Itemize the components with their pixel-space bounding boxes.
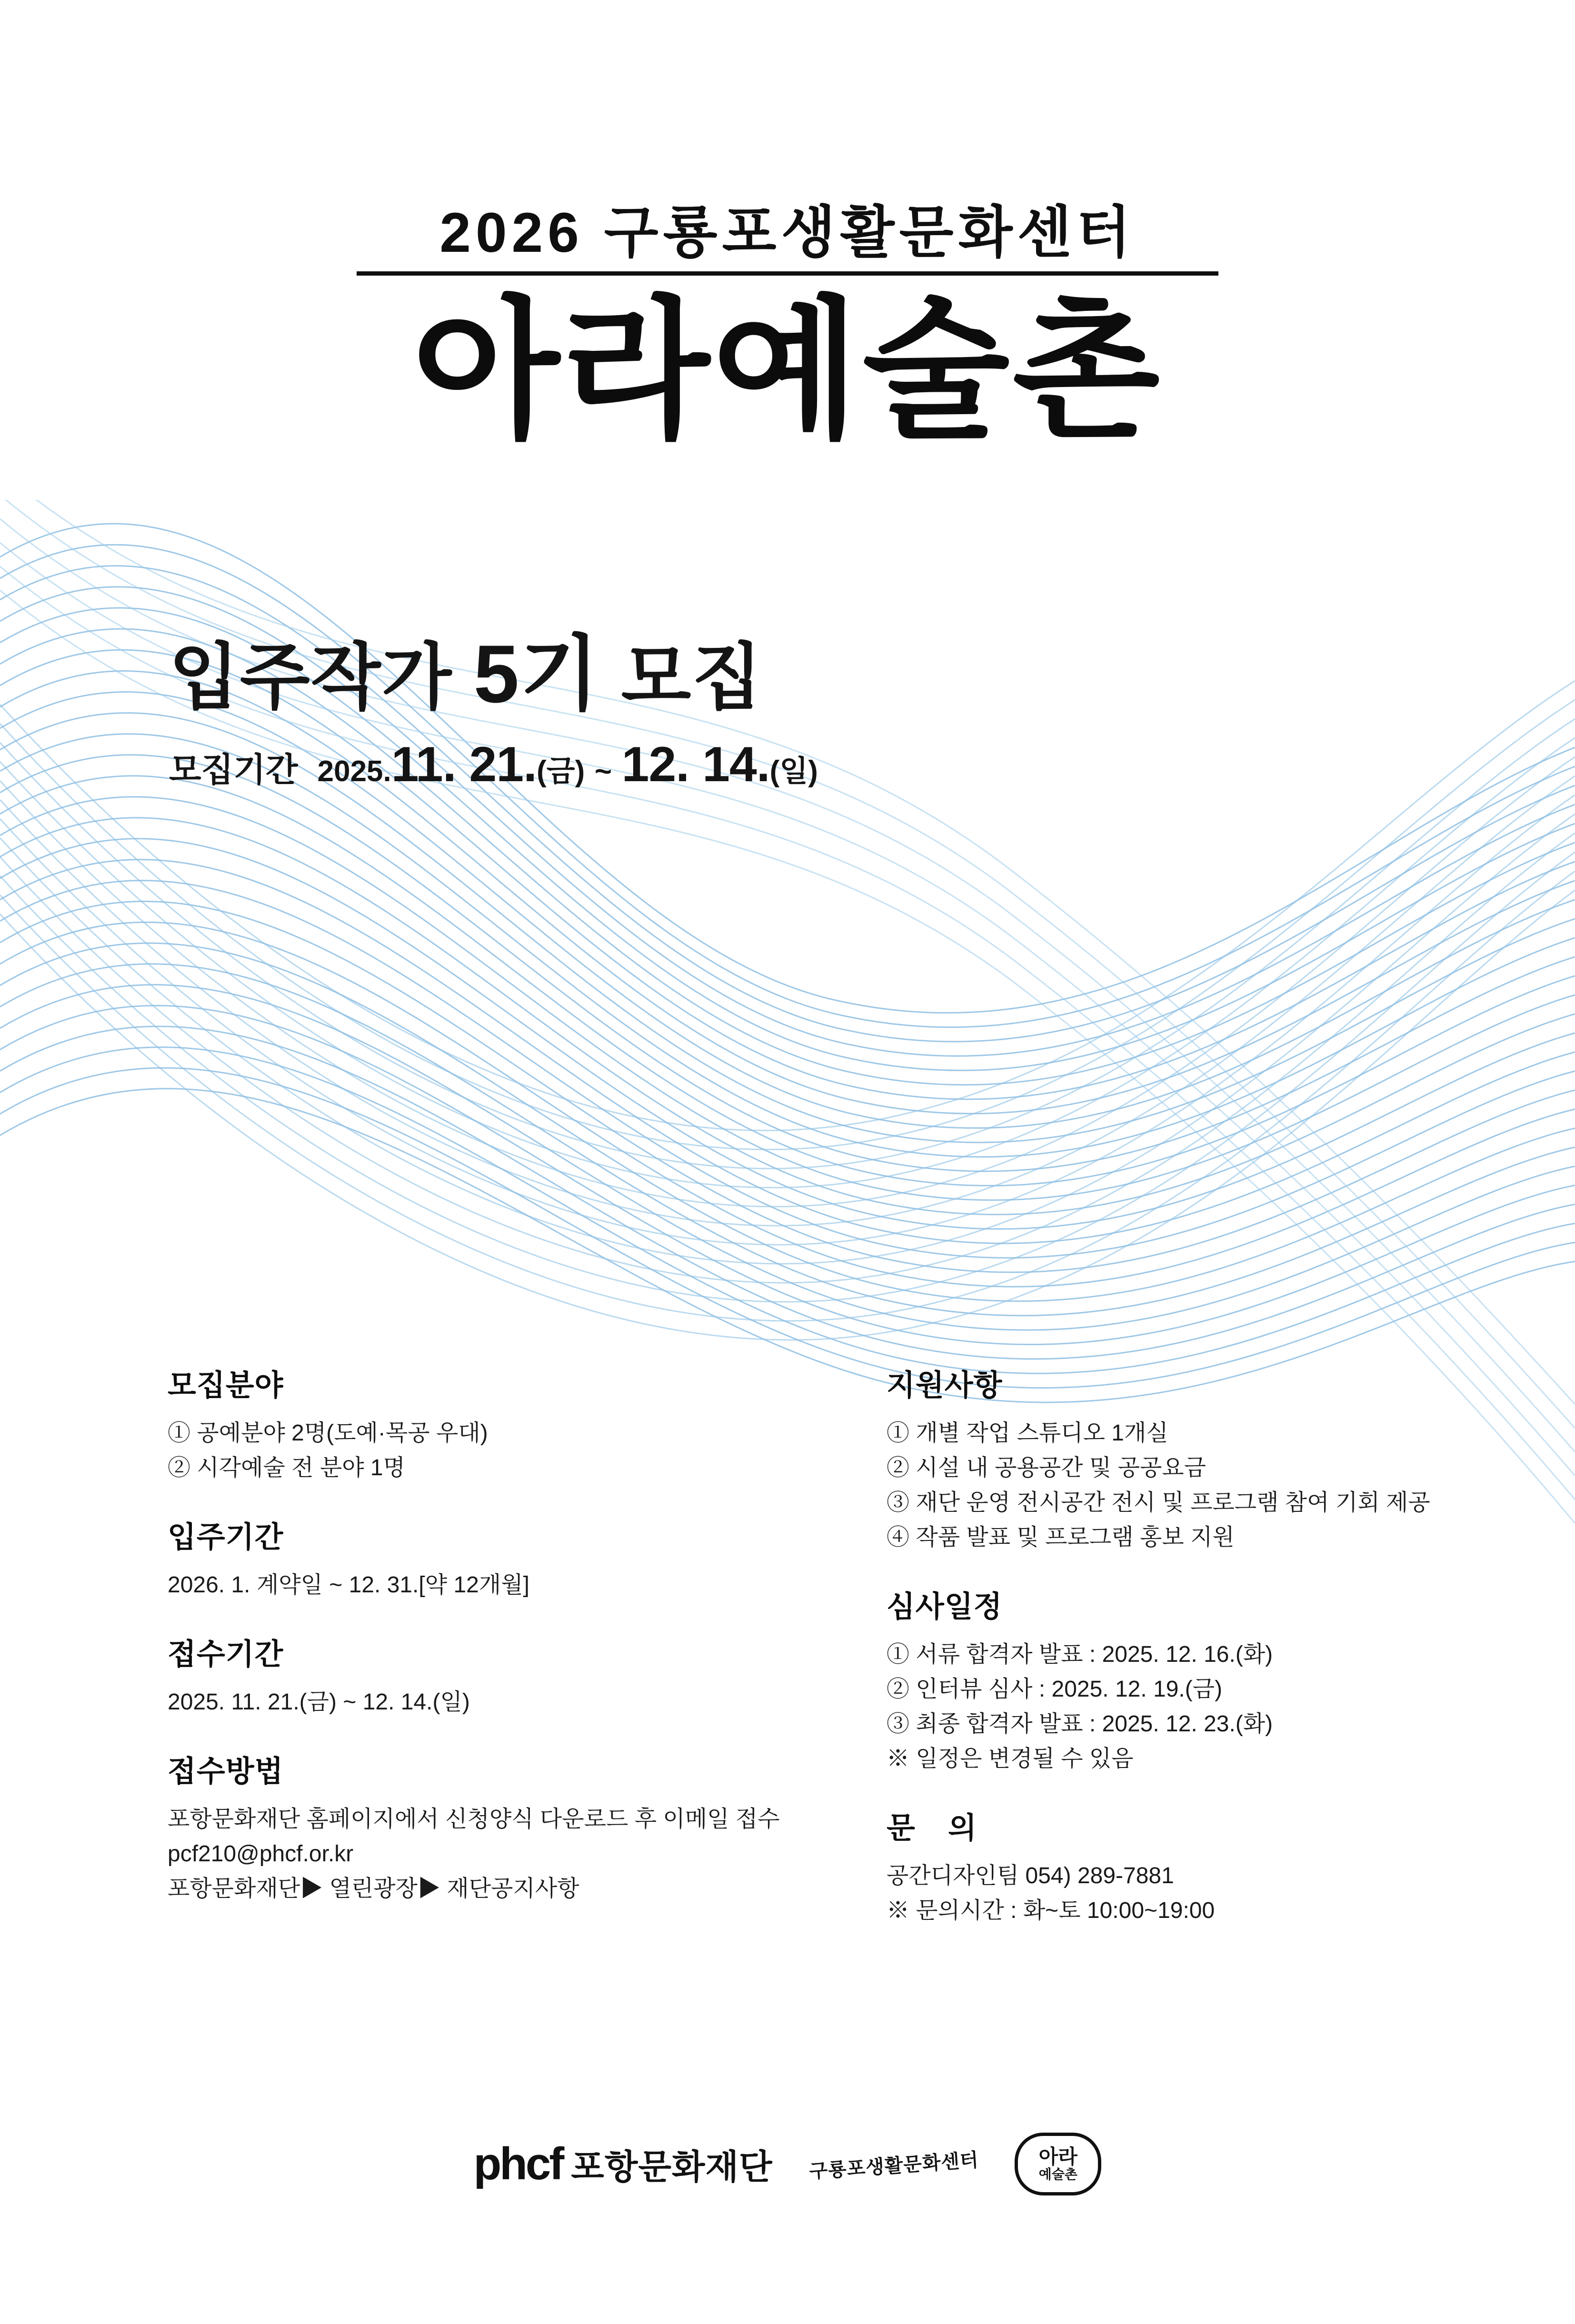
section-title: 심사일정: [887, 1590, 1003, 1623]
page-title: 아라예술촌: [412, 285, 1163, 456]
section-line: ③ 최종 합격자 발표 : 2025. 12. 23.(화): [887, 1711, 1273, 1737]
phcf-logo-mark: phcf: [473, 2138, 563, 2189]
section-line: ① 서류 합격자 발표 : 2025. 12. 16.(화): [887, 1641, 1273, 1667]
section-note: ※ 일정은 변경될 수 있음: [887, 1746, 1134, 1771]
section-residency-period: [168, 1513, 844, 1603]
period-start-day: (금): [537, 755, 585, 788]
section-body: [168, 1685, 844, 1720]
kicker-underline: [357, 271, 1218, 276]
footer-logos: [0, 2133, 1575, 2195]
contact-phone: 공간디자인팀 054) 289-7881: [887, 1863, 1174, 1888]
period-label: 모집기간: [169, 751, 298, 788]
section-line: ④ 작품 발표 및 프로그램 홍보 지원: [887, 1524, 1235, 1550]
period-year: 2025.: [317, 755, 391, 788]
section-body: [887, 1416, 1534, 1555]
ara-logo-line2: 예술촌: [1038, 2167, 1077, 2182]
section-note: ※ 문의시간 : 화~토 10:00~19:00: [887, 1897, 1215, 1923]
section-title: 입주기간: [168, 1520, 284, 1554]
section-support-items: [887, 1361, 1534, 1555]
section-line: ① 공예분야 2명(도예·목공 우대): [168, 1420, 488, 1446]
period-separator: ~: [594, 755, 612, 788]
ara-art-village-logo: [1015, 2133, 1101, 2195]
section-title: 지원사항: [887, 1369, 1003, 1402]
section-review-schedule: [887, 1583, 1534, 1777]
recruit-headline: [169, 628, 1407, 720]
section-title: 모집분야: [168, 1369, 284, 1402]
recruit-period: [169, 736, 1407, 793]
recruit-headline-main: 입주작가: [169, 637, 474, 718]
guryongpo-center-logo: 구룡포생활문화센터: [808, 2149, 979, 2182]
section-title: 접수기간: [168, 1638, 284, 1671]
period-end-day: (일): [769, 755, 818, 788]
poster-header: [0, 201, 1575, 456]
section-body: [887, 1638, 1534, 1777]
contact-email[interactable]: pcf210@phcf.or.kr: [168, 1841, 354, 1867]
recruit-headline-tail: 모집: [600, 637, 763, 718]
kicker-text: 2026 구룡포생활문화센터: [439, 201, 1136, 264]
section-recruit-fields: [168, 1361, 844, 1486]
subheadline-block: [169, 628, 1407, 793]
section-line: 2026. 1. 계약일 ~ 12. 31.[약 12개월]: [168, 1572, 529, 1598]
section-line: 포항문화재단 홈페이지에서 신청양식 다운로드 후 이메일 접수: [168, 1806, 780, 1832]
section-line: 2025. 11. 21.(금) ~ 12. 14.(일): [168, 1689, 470, 1715]
recruit-generation: 5기: [473, 628, 600, 720]
phcf-logo-name: 포항문화재단: [571, 2148, 773, 2186]
section-inquiry: [887, 1804, 1534, 1928]
info-column-left: [168, 1361, 844, 1934]
section-body: [168, 1568, 844, 1603]
section-line: ① 개별 작업 스튜디오 1개실: [887, 1420, 1168, 1446]
period-end: 12. 14.: [621, 736, 770, 792]
section-line: ② 시각예술 전 분야 1명: [168, 1455, 405, 1480]
section-line: ③ 재단 운영 전시공간 전시 및 프로그램 참여 기회 제공: [887, 1490, 1430, 1515]
section-line: ② 인터뷰 심사 : 2025. 12. 19.(금): [887, 1676, 1223, 1702]
section-body: [887, 1859, 1534, 1928]
info-column-right: [887, 1361, 1534, 1956]
info-columns: [0, 1361, 1575, 1980]
section-line: 포항문화재단▶ 열린광장▶ 재단공지사항: [168, 1876, 579, 1901]
phcf-logo: [474, 2139, 773, 2189]
section-application-period: [168, 1630, 844, 1720]
section-body: [168, 1802, 844, 1907]
section-line: ② 시설 내 공용공간 및 공공요금: [887, 1455, 1206, 1480]
section-application-method: [168, 1748, 844, 1907]
section-title: 문 의: [887, 1811, 989, 1845]
section-title: 접수방법: [168, 1755, 284, 1788]
section-body: [168, 1416, 844, 1486]
ara-logo-line1: 아라: [1038, 2145, 1077, 2168]
period-start: 11. 21.: [391, 736, 537, 792]
